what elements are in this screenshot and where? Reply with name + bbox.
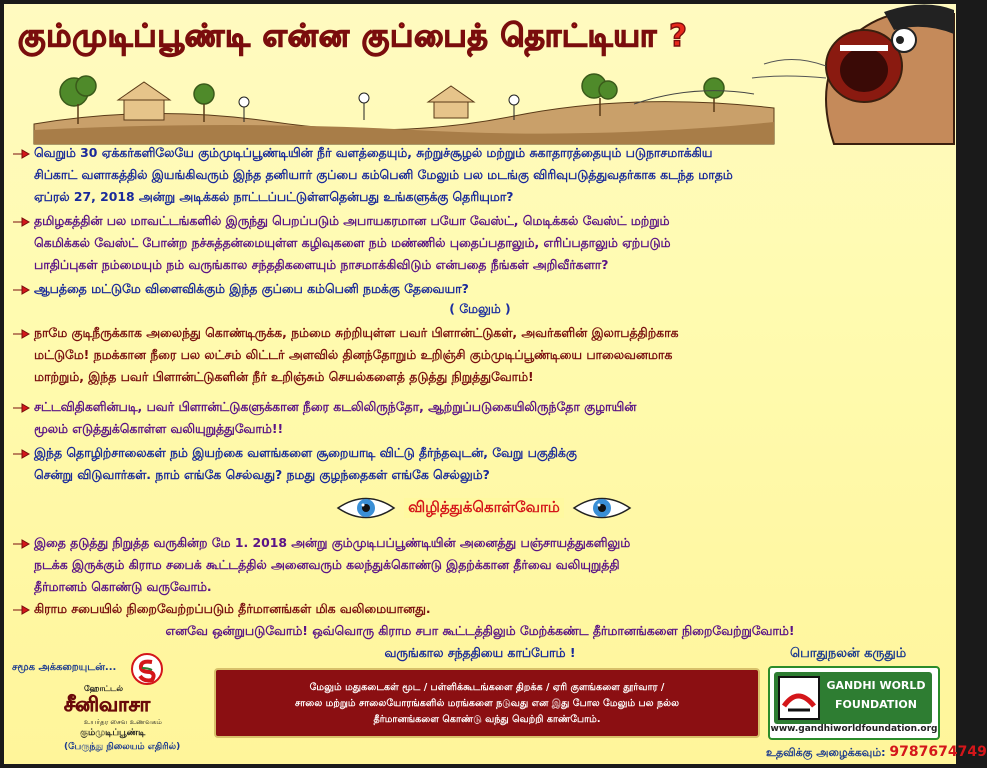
common-good-label: பொதுநலன் கருதும்	[790, 646, 907, 661]
poster-title: கும்முடிப்பூண்டி என்ன குப்பைத் தொட்டியா ?	[18, 18, 688, 54]
pointing-hand-icon	[12, 148, 30, 160]
contact-label: உதவிக்கு அழைக்கவும்:	[766, 746, 886, 759]
paragraph-7-line-1: இதை தடுத்து நிறுத்த வருகின்ற மே 1. 2018 அன்று கும்முடிபப்பூண்டியின் அனைத்து பஞ்சாயத்துகளிலும்	[34, 535, 631, 550]
paragraph-3-line-1: ஆபத்தை மட்டுமே விளைவிக்கும் இந்த குப்பை கம்பெனி நமக்கு தேவையா?	[34, 281, 469, 296]
sponsor-block	[12, 652, 222, 760]
sponsor-tagline: உயர்தர சைவ உணவகம்	[84, 718, 162, 726]
paragraph-7-line-3: தீர்மானம் கொண்டு வருவோம்.	[34, 579, 212, 594]
paragraph-5-line-2: மூலம் எடுத்துக்கொள்ள வலியுறுத்துவோம்!!	[34, 421, 284, 436]
poster	[4, 4, 987, 764]
wake-up-label: விழித்துக்கொள்வோம்	[404, 498, 564, 518]
paragraph-4-line-1: நாமே குடிநீருக்காக அலைந்து கொண்டிருக்க, நம்மை சுற்றியுள்ள பவர் பிளான்ட்டுகள், அவர்களின் இலாபத்திற்காக	[34, 325, 679, 340]
paragraph-2-line-1: தமிழகத்தின் பல மாவட்டங்களில் இருந்து பெறப்படும் அபாயகரமான பயோ வேஸ்ட், மெடிக்கல் வேஸ்ட் மற்றும்	[34, 213, 670, 228]
foundation-name-line-1: GANDHI WORLD	[826, 679, 926, 692]
pointing-hand-icon	[12, 604, 30, 616]
sponsor-landmark: (பேருந்து நிலையம் எதிரில்)	[64, 742, 181, 752]
also-label-row	[12, 298, 948, 320]
foundation-url[interactable]: www.gandhiworldfoundation.org	[770, 724, 938, 734]
sponsor-town: கும்முடிப்பூண்டி	[80, 728, 146, 738]
pointing-hand-icon	[12, 402, 30, 414]
contact-phone[interactable]: 9787674749	[889, 744, 987, 760]
foundation-emblem-icon	[778, 676, 820, 720]
paragraph-2	[12, 210, 948, 276]
paragraph-3	[12, 278, 948, 300]
paragraph-2-line-2: கெமிக்கல் வேஸ்ட் போன்ற நச்சுத்தன்மையுள்ள கழிவுகளை நம் மண்ணில் புதைப்பதாலும், எரிப்பதாலும் ஏற்படும்	[34, 235, 671, 250]
sponsor-brand: சீனிவாசா	[64, 692, 151, 716]
resolutions-box	[214, 668, 760, 738]
shouting-man-illustration	[744, 4, 954, 144]
pointing-hand-icon	[12, 284, 30, 296]
paragraph-8-line-3: வருங்கால சந்ததியை காப்போம் !	[384, 645, 576, 660]
paragraph-7-line-2: நடக்க இருக்கும் கிராம சபைக் கூட்டத்தில் அனைவரும் கலந்துக்கொண்டு இதற்க்கான தீர்வை வலியுறுத்தி	[34, 557, 620, 572]
also-label: ( மேலும் )	[449, 301, 511, 316]
paragraph-6-line-2: சென்று விடுவார்கள். நாம் எங்கே செல்வது? நமது குழந்தைகள் எங்கே செல்லும்?	[34, 467, 490, 482]
sponsor-social-label: சமூக அக்கறையுடன்...	[12, 662, 117, 673]
paragraph-8-line-2: எனவே ஒன்றுபடுவோம்! ஒவ்வொரு கிராம சபா கூட்டத்திலும் மேற்க்கண்ட தீர்மானங்களை நிறைவேற்றுவோம்!	[165, 623, 795, 638]
paragraph-5-line-1: சட்டவிதிகளின்படி, பவர் பிளான்ட்டுகளுக்கான நீரை கடலிலிருந்தோ, ஆற்றுப்படுகையிலிருந்தோ குழாயின்	[34, 399, 637, 414]
paragraph-6-line-1: இந்த தொழிற்சாலைகள் நம் இயற்கை வளங்களை சூறையாடி விட்டு தீர்ந்தவுடன், வேறு பகுதிக்கு	[34, 445, 577, 460]
wake-up-row	[304, 486, 664, 530]
gandhi-world-foundation-logo	[768, 666, 940, 740]
paragraph-1-line-1: வெறும் 30 ஏக்கர்களிலேயே கும்முடிப்பூண்டியின் நீர் வளத்தையும், சுற்றுச்சூழல் மற்றும் சுகாதாரத்தையும் படுநாசமாக்கிய	[34, 145, 713, 160]
village-scene-illustration	[34, 64, 774, 144]
foundation-name-line-2: FOUNDATION	[835, 698, 917, 711]
sponsor-hotel-label: ஹோட்டல்	[84, 684, 124, 693]
paragraph-6	[12, 442, 948, 486]
paragraph-8-line-1: கிராம சபையில் நிறைவேற்றப்படும் தீர்மானங்கள் மிக வலிமையானது.	[34, 601, 431, 616]
eye-icon	[336, 493, 396, 523]
paragraph-7	[12, 532, 948, 598]
sreenivasa-logo	[130, 652, 164, 686]
pointing-hand-icon	[12, 216, 30, 228]
paragraph-5	[12, 396, 948, 440]
pointing-hand-icon	[12, 538, 30, 550]
paragraph-1-line-2: சிப்காட் வளாகத்தில் இயங்கிவரும் இந்த தனியார் குப்பை கம்பெனி மேலும் பல மடங்கு விரிவுபடுத்துவதர்காக கடந்த மாதம்	[34, 167, 733, 182]
paragraph-4	[12, 322, 948, 388]
pointing-hand-icon	[12, 328, 30, 340]
foundation-name	[822, 676, 930, 714]
resolutions-line-2: சாலை மற்றும் சாலையோரங்களில் மரங்களை நடுவது என இது போல மேலும் பல நல்ல	[294, 698, 680, 709]
paragraph-4-line-2: மட்டுமே! நமக்கான நீரை பல லட்சம் லிட்டர் அளவில் தினந்தோறும் உறிஞ்சி கும்முடிப்பூண்டியை பாலைவனமாக	[34, 347, 673, 362]
paragraph-4-line-3: மாற்றும், இந்த பவர் பிளான்ட்டுகளின் நீர் உறிஞ்சும் செயல்களைத் தடுத்து நிறுத்துவோம்!	[34, 369, 534, 384]
resolutions-line-3: தீர்மானங்களை கொண்டு வந்து வெற்றி காண்போம்.	[373, 714, 601, 725]
eye-icon	[572, 493, 632, 523]
paragraph-1	[12, 142, 948, 208]
paragraph-2-line-3: பாதிப்புகள் நம்மையும் நம் வருங்கால சந்ததிகளையும் நாசமாக்கிவிடும் என்பதை நீங்கள் அறிவீர்களா?	[34, 257, 609, 272]
paragraph-1-line-3: ஏப்ரல் 27, 2018 அன்று அடிக்கல் நாட்டப்பட்டுள்ளதென்பது உங்களுக்கு தெரியுமா?	[34, 189, 514, 204]
contact-row	[766, 744, 987, 761]
resolutions-line-1: மேலும் மதுகடைகள் மூட / பள்ளிக்கூடங்களை திறக்க / ஏரி குளங்களை தூர்வார /	[309, 682, 665, 693]
pointing-hand-icon	[12, 448, 30, 460]
